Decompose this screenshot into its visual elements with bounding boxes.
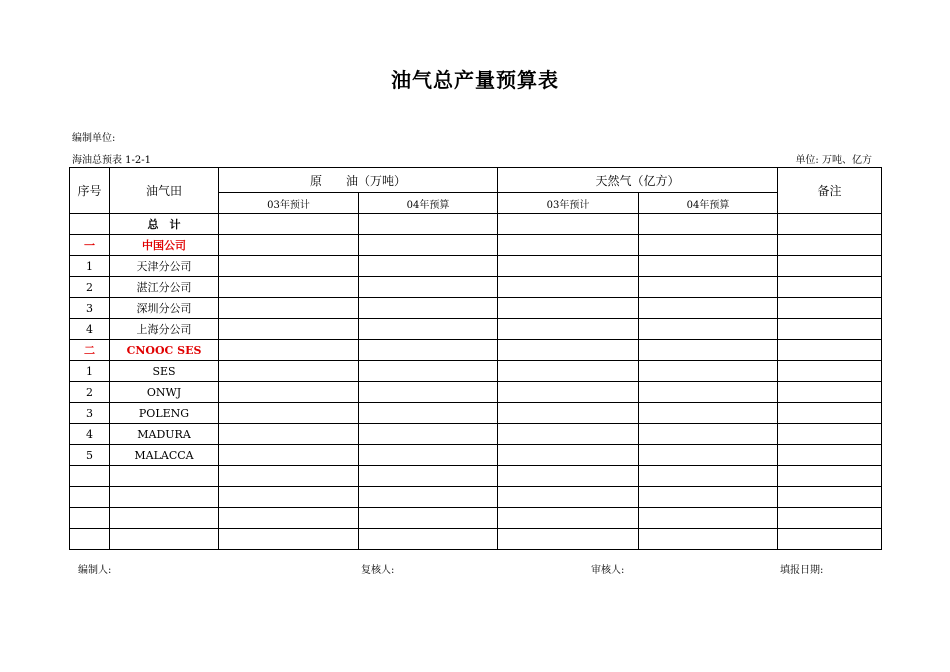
table-row [70, 403, 882, 424]
row-field-name: MADURA [110, 424, 219, 445]
table-row [70, 256, 882, 277]
remark-cell[interactable] [778, 508, 882, 529]
oil-04-budget-cell[interactable] [359, 508, 498, 529]
table-row [70, 319, 882, 340]
gas-04-budget-cell[interactable] [639, 529, 778, 550]
header-gas: 天然气（亿方） [498, 168, 778, 193]
oil-04-budget-cell[interactable] [359, 277, 498, 298]
row-field-name: CNOOC SES [110, 340, 219, 361]
gas-03-estimate-cell[interactable] [498, 340, 639, 361]
row-field-name [110, 487, 219, 508]
row-seq: 一 [70, 235, 110, 256]
oil-03-estimate-cell[interactable] [219, 214, 359, 235]
gas-03-estimate-cell[interactable] [498, 382, 639, 403]
gas-03-estimate-cell[interactable] [498, 319, 639, 340]
unit-label: 单位: 万吨、亿方 [795, 155, 872, 166]
oil-03-estimate-cell[interactable] [219, 298, 359, 319]
table-row [70, 382, 882, 403]
row-field-name [110, 508, 219, 529]
header-oil-04-budget: 04年预算 [359, 193, 498, 214]
gas-04-budget-cell[interactable] [639, 256, 778, 277]
remark-cell[interactable] [778, 487, 882, 508]
header-field: 油气田 [110, 168, 219, 214]
oil-03-estimate-cell[interactable] [219, 235, 359, 256]
oil-04-budget-cell[interactable] [359, 361, 498, 382]
row-field-name: SES [110, 361, 219, 382]
oil-03-estimate-cell[interactable] [219, 361, 359, 382]
row-field-name [110, 529, 219, 550]
oil-03-estimate-cell[interactable] [219, 319, 359, 340]
oil-04-budget-cell[interactable] [359, 529, 498, 550]
table-row [70, 277, 882, 298]
oil-03-estimate-cell[interactable] [219, 403, 359, 424]
gas-04-budget-cell[interactable] [639, 508, 778, 529]
gas-03-estimate-cell[interactable] [498, 466, 639, 487]
header-row-1 [70, 168, 882, 193]
oil-04-budget-cell[interactable] [359, 487, 498, 508]
oil-04-budget-cell[interactable] [359, 235, 498, 256]
gas-04-budget-cell[interactable] [639, 340, 778, 361]
gas-04-budget-cell[interactable] [639, 466, 778, 487]
header-oil-03-estimate: 03年预计 [219, 193, 359, 214]
oil-04-budget-cell[interactable] [359, 445, 498, 466]
gas-04-budget-cell[interactable] [639, 214, 778, 235]
row-field-name: 湛江分公司 [110, 277, 219, 298]
row-seq [70, 466, 110, 487]
oil-04-budget-cell[interactable] [359, 214, 498, 235]
oil-04-budget-cell[interactable] [359, 466, 498, 487]
remark-cell[interactable] [778, 277, 882, 298]
table-row [70, 508, 882, 529]
form-code: 海油总预表 1-2-1 [72, 155, 152, 166]
gas-03-estimate-cell[interactable] [498, 424, 639, 445]
row-field-name: 上海分公司 [110, 319, 219, 340]
row-seq: 3 [70, 298, 110, 319]
header-remark: 备注 [778, 168, 882, 214]
table-body [70, 214, 882, 550]
footer-auditor: 审核人: [591, 565, 625, 576]
row-field-name: 天津分公司 [110, 256, 219, 277]
remark-cell[interactable] [778, 235, 882, 256]
row-field-name: POLENG [110, 403, 219, 424]
oil-03-estimate-cell[interactable] [219, 487, 359, 508]
oil-04-budget-cell[interactable] [359, 256, 498, 277]
row-seq: 2 [70, 382, 110, 403]
footer-preparer: 编制人: [78, 565, 112, 576]
oil-03-estimate-cell[interactable] [219, 382, 359, 403]
gas-03-estimate-cell[interactable] [498, 508, 639, 529]
remark-cell[interactable] [778, 424, 882, 445]
row-field-name: MALACCA [110, 445, 219, 466]
remark-cell[interactable] [778, 445, 882, 466]
remark-cell[interactable] [778, 466, 882, 487]
page-title: 油气总产量预算表 [391, 68, 559, 92]
org-label: 编制单位: [72, 133, 116, 144]
row-seq: 2 [70, 277, 110, 298]
gas-03-estimate-cell[interactable] [498, 403, 639, 424]
table-row [70, 487, 882, 508]
gas-04-budget-cell[interactable] [639, 277, 778, 298]
gas-03-estimate-cell[interactable] [498, 487, 639, 508]
gas-04-budget-cell[interactable] [639, 445, 778, 466]
header-oil: 原 油（万吨） [219, 168, 498, 193]
row-seq: 4 [70, 319, 110, 340]
row-seq: 4 [70, 424, 110, 445]
oil-03-estimate-cell[interactable] [219, 529, 359, 550]
table-row [70, 298, 882, 319]
remark-cell[interactable] [778, 319, 882, 340]
row-seq [70, 487, 110, 508]
oil-03-estimate-cell[interactable] [219, 277, 359, 298]
remark-cell[interactable] [778, 214, 882, 235]
table-row [70, 340, 882, 361]
gas-03-estimate-cell[interactable] [498, 361, 639, 382]
footer-reviewer: 复核人: [361, 565, 395, 576]
table-row [70, 529, 882, 550]
gas-04-budget-cell[interactable] [639, 382, 778, 403]
gas-03-estimate-cell[interactable] [498, 298, 639, 319]
oil-03-estimate-cell[interactable] [219, 508, 359, 529]
footer-date: 填报日期: [780, 565, 824, 576]
row-seq: 1 [70, 256, 110, 277]
oil-03-estimate-cell[interactable] [219, 466, 359, 487]
remark-cell[interactable] [778, 361, 882, 382]
gas-04-budget-cell[interactable] [639, 424, 778, 445]
row-seq: 二 [70, 340, 110, 361]
row-seq: 1 [70, 361, 110, 382]
oil-03-estimate-cell[interactable] [219, 445, 359, 466]
row-field-name: ONWJ [110, 382, 219, 403]
gas-03-estimate-cell[interactable] [498, 277, 639, 298]
gas-03-estimate-cell[interactable] [498, 235, 639, 256]
gas-03-estimate-cell[interactable] [498, 529, 639, 550]
gas-04-budget-cell[interactable] [639, 487, 778, 508]
remark-cell[interactable] [778, 256, 882, 277]
oil-04-budget-cell[interactable] [359, 424, 498, 445]
oil-04-budget-cell[interactable] [359, 382, 498, 403]
gas-03-estimate-cell[interactable] [498, 256, 639, 277]
row-field-name: 中国公司 [110, 235, 219, 256]
header-gas-03-estimate: 03年预计 [498, 193, 639, 214]
gas-04-budget-cell[interactable] [639, 403, 778, 424]
remark-cell[interactable] [778, 298, 882, 319]
gas-04-budget-cell[interactable] [639, 361, 778, 382]
oil-03-estimate-cell[interactable] [219, 340, 359, 361]
budget-table [69, 167, 882, 550]
header-seq: 序号 [70, 168, 110, 214]
row-seq [70, 508, 110, 529]
gas-04-budget-cell[interactable] [639, 235, 778, 256]
oil-04-budget-cell[interactable] [359, 298, 498, 319]
gas-04-budget-cell[interactable] [639, 319, 778, 340]
row-seq [70, 529, 110, 550]
gas-04-budget-cell[interactable] [639, 298, 778, 319]
remark-cell[interactable] [778, 382, 882, 403]
oil-03-estimate-cell[interactable] [219, 424, 359, 445]
table-row [70, 235, 882, 256]
oil-04-budget-cell[interactable] [359, 319, 498, 340]
table-row [70, 361, 882, 382]
table-row [70, 445, 882, 466]
row-seq [70, 214, 110, 235]
row-seq: 3 [70, 403, 110, 424]
row-seq: 5 [70, 445, 110, 466]
row-field-name: 总 计 [110, 214, 219, 235]
gas-03-estimate-cell[interactable] [498, 214, 639, 235]
header-gas-04-budget: 04年预算 [639, 193, 778, 214]
remark-cell[interactable] [778, 340, 882, 361]
table-row [70, 424, 882, 445]
oil-03-estimate-cell[interactable] [219, 256, 359, 277]
remark-cell[interactable] [778, 529, 882, 550]
table-row [70, 214, 882, 235]
table-row [70, 466, 882, 487]
oil-04-budget-cell[interactable] [359, 340, 498, 361]
row-field-name: 深圳分公司 [110, 298, 219, 319]
remark-cell[interactable] [778, 403, 882, 424]
oil-04-budget-cell[interactable] [359, 403, 498, 424]
row-field-name [110, 466, 219, 487]
gas-03-estimate-cell[interactable] [498, 445, 639, 466]
